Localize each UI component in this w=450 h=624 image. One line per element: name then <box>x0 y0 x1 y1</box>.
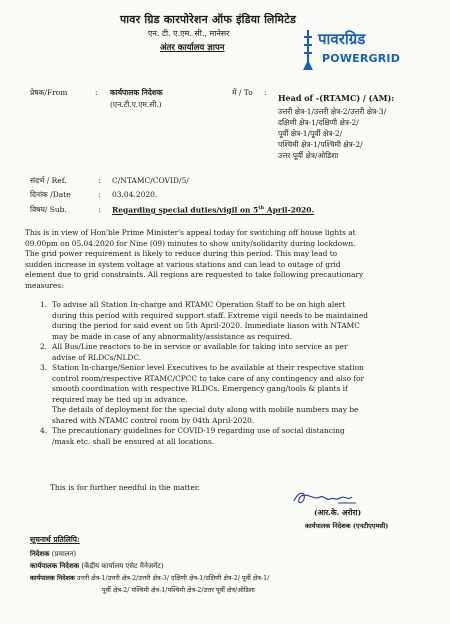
intro-line: element due to grid constraints. All regions are requested to take following precautionary <box>25 270 364 279</box>
logo-text-hindi: पावरग्रिड <box>318 30 366 48</box>
ref-label: संदर्भ / Ref. <box>30 176 67 185</box>
cc-line: कार्यपालक निदेशक (केंद्रीय कार्यालय एसेट मैनेजमेंट) <box>30 561 164 570</box>
to-head: Head of -(RTAMC) / (AM): <box>278 93 395 103</box>
list-item-number: 2. <box>40 342 48 351</box>
measures-list <box>40 300 428 447</box>
intro-line: measures: <box>25 280 64 290</box>
to-line: उत्तरी क्षेत्र-1/उत्तरी क्षेत्र-2/उत्तरी क्षेत्र-3/ <box>278 107 387 116</box>
subject-colon: : <box>98 205 101 214</box>
to-line: दक्षिणी क्षेत्र-1/दक्षिणी क्षेत्र-2/ <box>278 118 359 127</box>
list-item-line: To advise all Station In-charge and RTAMC Operation Staff to be on high alert <box>52 300 346 309</box>
cc-line: निदेशक (प्रचालन) <box>30 549 77 558</box>
subject-value: Regarding special duties/vigil on 5th April-2020. <box>112 205 315 215</box>
intro-line: 09.00pm on 05.04.2020 for Nine (09) minutes to show unity/solidarity during lockdown. <box>25 238 356 248</box>
list-item-line: smooth coordination with respective RLDCs. Emergency gang/tools & plants if <box>52 384 348 393</box>
date-colon: : <box>98 190 101 199</box>
list-item <box>40 342 428 363</box>
to-label: में / To <box>232 88 253 97</box>
to-line: पूर्वी क्षेत्र-1/पूर्वी क्षेत्र-2/ <box>278 129 343 138</box>
list-item-line: may be made in case of any abnormality/assistance as required. <box>52 331 293 341</box>
list-item-line: Station In-charge/Senior level Executives to be available at their respective station <box>52 363 364 372</box>
to-line: पश्चिमी क्षेत्र-1/पश्चिमी क्षेत्र-2/ <box>278 140 363 149</box>
cc-heading: सूचनार्थ प्रतिलिपि: <box>30 535 80 544</box>
closing-line: This is for further needful in the matter. <box>50 483 200 492</box>
to-line: उत्तर पूर्वी क्षेत्र/ओडिशा <box>278 151 339 160</box>
from-colon: : <box>95 88 98 97</box>
from-name: कार्यपालक निदेशक <box>110 88 163 97</box>
signatory-designation: कार्यपालक निदेशक (एनटीएएमसी) <box>305 522 389 530</box>
memo-title: अंतर कार्यालय ज्ञापन <box>160 43 225 53</box>
ref-value: C/NTAMC/COVID/5/ <box>112 176 189 185</box>
list-item-line: The details of deployment for the special duty along with mobile numbers may be <box>52 405 359 414</box>
list-item-number: 1. <box>40 300 48 309</box>
intro-line: This is in view of Hon'ble Prime Minister's appeal today for switching off house lights at <box>25 228 356 237</box>
subject-label: विषय/ Sub. <box>30 205 67 214</box>
list-item-line: advise of RLDCs/NLDC. <box>52 352 142 362</box>
logo-text-english: POWERGRID <box>322 52 401 65</box>
list-item-line: shared with NTAMC control room by 04th April-2020. <box>52 415 255 425</box>
cc-line: पूर्वी क्षेत्र-2/ पश्चिमी क्षेत्र-1/पश्चिमी क्षेत्र-2/उत्तर पूर्वी क्षेत्र/ओडिशा <box>102 586 255 594</box>
date-label: दिनांक /Date <box>30 190 71 199</box>
list-item <box>40 426 428 447</box>
list-item-number: 4. <box>40 426 48 435</box>
from-name-sub: (एन.टी.ए.एम.सी.) <box>110 100 162 109</box>
date-value: 03.04.2020. <box>112 190 158 199</box>
list-item-line: required may be tied up in advance. <box>52 394 188 404</box>
list-item <box>40 363 428 426</box>
ref-colon: : <box>98 176 101 185</box>
from-label: प्रेषक/From <box>30 88 68 97</box>
intro-line: sudden increase in system voltage at various stations and can lead to outage of grid <box>25 259 341 269</box>
list-item-line: /mask etc. shall be ensured at all locations. <box>52 436 215 446</box>
handwritten-signature <box>292 487 362 509</box>
list-item-line: All Bus/Line reactors to be in service or available for taking into service as per <box>52 342 348 351</box>
signatory-name: (आर.के. अरोरा) <box>314 508 362 517</box>
to-colon: : <box>264 88 267 97</box>
list-item-number: 3. <box>40 363 48 372</box>
list-item-line: during this period with required support staff. Extreme vigil needs to be maintained <box>52 310 368 320</box>
list-item-line: control room/respective RTAMC/CPCC to take care of any contingency and also for <box>52 373 365 383</box>
list-item <box>40 300 428 342</box>
list-item-line: during the period for said event on 5th April-2020. Immediate liason with NTAMC <box>52 321 360 330</box>
cc-line: कार्यपालक निदेशक उत्तरी क्षेत्र-1/उत्तरी क्षेत्र-2/उत्तरी क्षेत्र-3/ दक्षिणी क्षेत्र-1/दक्षिणी क्षेत्र-2/ पूर्वी क्षेत्र-1/ <box>30 574 270 582</box>
org-sub-hindi: एन. टी. ए.एम. सी., मानेसर <box>148 29 230 38</box>
intro-paragraph <box>25 228 425 291</box>
org-name-hindi: पावर ग्रिड कारपोरेशन ऑफ इंडिया लिमिटेड <box>120 13 297 26</box>
intro-line: The grid power requirement is likely to reduce during this period. This may lead to <box>25 249 338 258</box>
list-item-line: The precautionary guidelines for COVID-19 regarding use of social distancing <box>52 426 345 435</box>
